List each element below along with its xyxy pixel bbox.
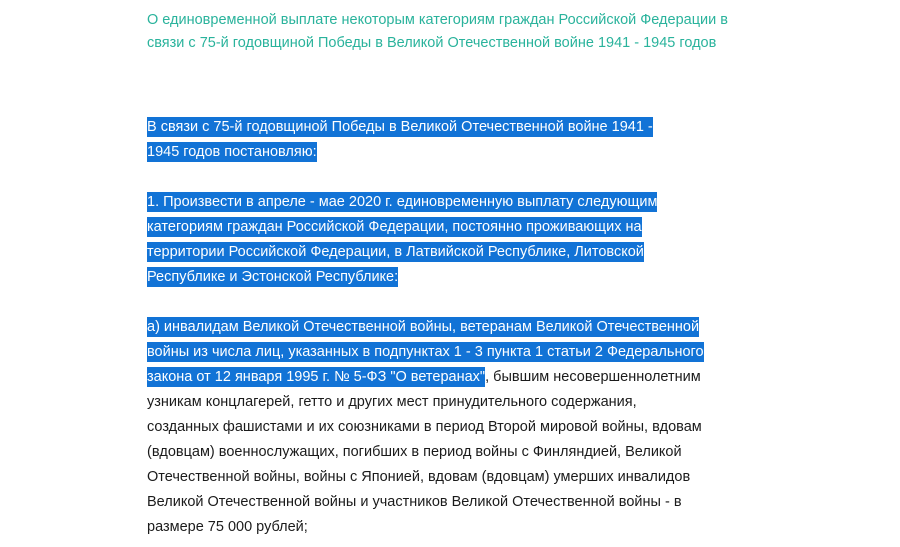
paragraph-text: размере 75 000 рублей; xyxy=(147,519,308,535)
paragraph-text: (вдовцам) военнослужащих, погибших в период войны с Финляндией, Великой xyxy=(147,444,682,460)
paragraph-preamble xyxy=(147,115,787,165)
title-line: О единовременной выплате некоторым категориям граждан Российской Федерации в xyxy=(147,12,728,28)
paragraph-text: Отечественной войны, войны с Японией, вдовам (вдовцам) умерших инвалидов xyxy=(147,469,691,485)
paragraph-text: узникам концлагерей, гетто и других мест принудительного содержания, xyxy=(147,394,637,410)
selected-text: категориям граждан Российской Федерации, постоянно проживающих на xyxy=(147,219,642,235)
paragraph-text: , бывшим несовершеннолетним xyxy=(485,369,701,385)
title-line: связи с 75-й годовщиной Победы в Великой Отечественной войне 1941 - 1945 годов xyxy=(147,35,717,51)
paragraph-item-1a xyxy=(147,315,787,540)
selected-text: войны из числа лиц, указанных в подпунктах 1 - 3 пункта 1 статьи 2 Федерального xyxy=(147,344,704,360)
selected-text: территории Российской Федерации, в Латвийской Республике, Литовской xyxy=(147,244,644,260)
selected-text: 1945 годов постановляю: xyxy=(147,144,317,160)
selected-text: В связи с 75-й годовщиной Победы в Великой Отечественной войне 1941 - xyxy=(147,119,653,135)
selected-text: Республике и Эстонской Республике: xyxy=(147,269,399,285)
document-title[interactable] xyxy=(147,9,787,55)
paragraph-text: Великой Отечественной войны и участников Великой Отечественной войны - в xyxy=(147,494,682,510)
selected-text: закона от 12 января 1995 г. № 5-ФЗ "О ветеранах" xyxy=(147,369,486,385)
selected-text: 1. Произвести в апреле - мае 2020 г. единовременную выплату следующим xyxy=(147,194,658,210)
paragraph-text: созданных фашистами и их союзниками в период Второй мировой войны, вдовам xyxy=(147,419,702,435)
selected-text: а) инвалидам Великой Отечественной войны, ветеранам Великой Отечественной xyxy=(147,319,700,335)
paragraph-item-1 xyxy=(147,190,787,290)
